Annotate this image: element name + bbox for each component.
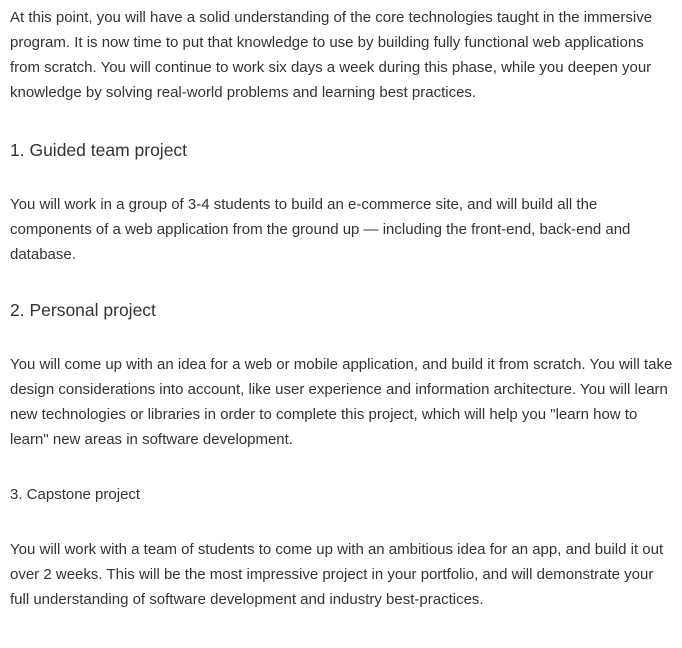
section-heading-personal-project: 2. Personal project [10,300,156,320]
section-body-personal-project: You will come up with an idea for a web or mobile application, and build it from scratch. You will take design considerations into account, like user experience and information architecture. You will learn new technologies or libraries in order to complete this project, which will help you "learn how to learn" new areas in software development. [10,356,673,448]
section-body-guided-team-project: You will work in a group of 3-4 students to build an e-commerce site, and will build all the components of a web application from the ground up — including the front-end, back-end and database. [10,196,631,263]
section-heading-guided-team-project: 1. Guided team project [10,140,188,160]
intro-paragraph: At this point, you will have a solid understanding of the core technologies taught in the immersive program. It is now time to put that knowledge to use by building fully functional web applications from scratch. You will continue to work six days a week during this phase, while you deepen your knowledge by solving real-world problems and learning best practices. [10,9,653,101]
section-body-capstone-project: You will work with a team of students to come up with an ambitious idea for an app, and build it out over 2 weeks. This will be the most impressive project in your portfolio, and will demonstrate your full understanding of software development and industry best-practices. [10,541,664,608]
section-heading-capstone-project: 3. Capstone project [10,486,141,503]
